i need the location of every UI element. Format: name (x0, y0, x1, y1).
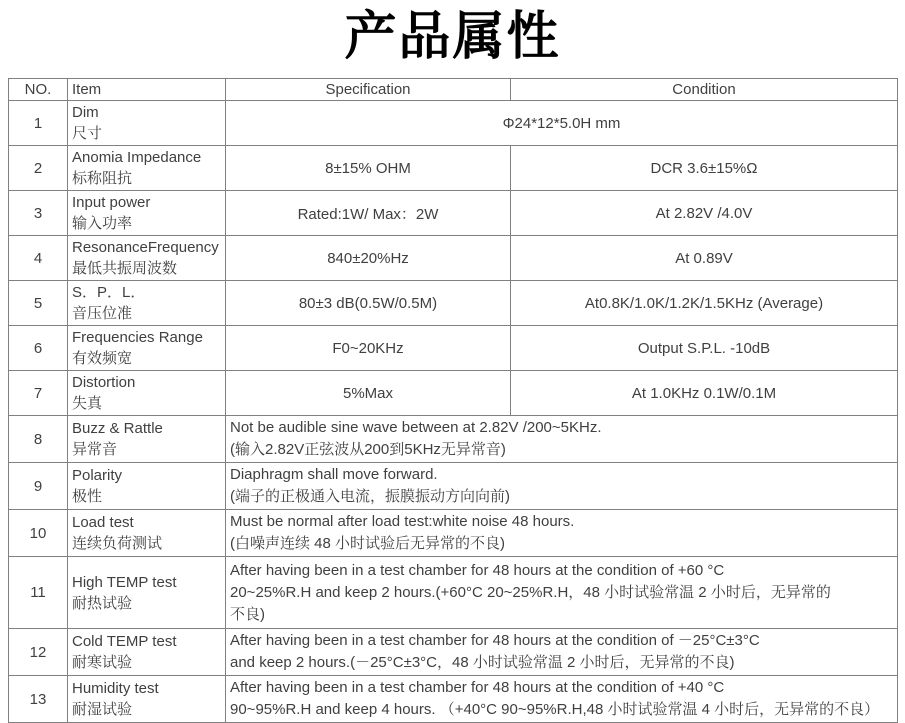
header-spec: Specification (226, 79, 511, 101)
table-row (9, 101, 898, 146)
table-header-row (9, 79, 898, 101)
spec-line-1: Must be normal after load test:white noise 48 hours. (230, 513, 575, 530)
cell-no: 10 (9, 510, 68, 557)
item-zh: 异常音 (72, 441, 118, 458)
item-en: Anomia Impedance (72, 149, 202, 166)
cell-spec-merged (226, 463, 898, 510)
item-en: Buzz & Rattle (72, 420, 163, 437)
item-en: Input power (72, 194, 151, 211)
cell-item (68, 416, 226, 463)
cell-cond: At 0.89V (511, 236, 898, 281)
cell-spec: F0~20KHz (226, 326, 511, 371)
table-row (9, 510, 898, 557)
cell-item (68, 191, 226, 236)
item-zh: 有效频宽 (72, 350, 133, 367)
cell-no: 9 (9, 463, 68, 510)
spec-table (8, 78, 898, 723)
spec-line-1: After having been in a test chamber for 48 hours at the condition of +40 °C (230, 679, 725, 696)
cell-cond: DCR 3.6±15%Ω (511, 146, 898, 191)
item-en: Humidity test (72, 680, 159, 697)
item-en: Load test (72, 514, 134, 531)
cell-item (68, 281, 226, 326)
spec-line-1: After having been in a test chamber for 48 hours at the condition of －25°C±3°C (230, 632, 760, 649)
item-en: ResonanceFrequency (72, 239, 219, 256)
item-zh: 输入功率 (72, 215, 133, 232)
cell-item (68, 146, 226, 191)
cell-cond: At0.8K/1.0K/1.2K/1.5KHz (Average) (511, 281, 898, 326)
table-row (9, 236, 898, 281)
cell-spec: 840±20%Hz (226, 236, 511, 281)
cell-cond: At 1.0KHz 0.1W/0.1M (511, 371, 898, 416)
spec-line-2: (白噪声连续 48 小时试验后无异常的不良) (230, 535, 506, 552)
item-zh: 极性 (72, 488, 103, 505)
spec-line-3: 不良) (230, 605, 265, 623)
cell-no: 1 (9, 101, 68, 146)
cell-no: 8 (9, 416, 68, 463)
cell-spec-merged (226, 510, 898, 557)
cell-item (68, 676, 226, 723)
header-cond: Condition (511, 79, 898, 101)
item-en: Frequencies Range (72, 329, 203, 346)
spec-line-2: and keep 2 hours.(－25°C±3°C，48 小时试验常温 2 小时后，无异常的不良) (230, 654, 735, 671)
cell-no: 7 (9, 371, 68, 416)
cell-spec-full: Φ24*12*5.0H mm (226, 101, 898, 146)
item-zh: 耐寒试验 (72, 654, 133, 671)
table-row (9, 281, 898, 326)
item-en: Distortion (72, 374, 136, 391)
cell-spec-merged (226, 629, 898, 676)
item-en: Polarity (72, 467, 123, 484)
cell-spec: 80±3 dB(0.5W/0.5M) (226, 281, 511, 326)
item-zh: 最低共振周波数 (72, 260, 178, 277)
spec-line-2: (端子的正极通入电流，振膜振动方向向前) (230, 488, 510, 505)
item-en: High TEMP test (72, 573, 177, 591)
item-zh: 连续负荷测试 (72, 535, 163, 552)
cell-spec-merged (226, 676, 898, 723)
table-row (9, 629, 898, 676)
cell-spec: 5%Max (226, 371, 511, 416)
item-zh: 失真 (72, 395, 103, 412)
item-zh: 尺寸 (72, 125, 103, 142)
spec-line-1: After having been in a test chamber for 48 hours at the condition of +60 °C (230, 561, 725, 579)
spec-line-1: Not be audible sine wave between at 2.82V /200~5KHz. (230, 419, 602, 436)
cell-no: 3 (9, 191, 68, 236)
item-zh: 耐湿试验 (72, 701, 133, 718)
cell-no: 2 (9, 146, 68, 191)
spec-line-2: 20~25%R.H and keep 2 hours.(+60°C 20~25%R.H，48 小时试验常温 2 小时后，无异常的 (230, 583, 831, 601)
cell-no: 4 (9, 236, 68, 281)
item-zh: 耐热试验 (72, 594, 133, 612)
cell-spec: Rated:1W/ Max：2W (226, 191, 511, 236)
cell-item (68, 510, 226, 557)
table-row (9, 371, 898, 416)
cell-item (68, 371, 226, 416)
table-row (9, 676, 898, 723)
cell-item (68, 326, 226, 371)
table-row (9, 326, 898, 371)
spec-line-2: (输入2.82V正弦波从200到5KHz无异常音) (230, 441, 506, 458)
page-title: 产品属性 (344, 8, 561, 66)
cell-item (68, 236, 226, 281)
cell-no: 12 (9, 629, 68, 676)
cell-item (68, 463, 226, 510)
cell-cond: At 2.82V /4.0V (511, 191, 898, 236)
cell-no: 5 (9, 281, 68, 326)
item-zh: 标称阻抗 (72, 170, 133, 187)
item-en: Dim (72, 104, 99, 121)
cell-cond: Output S.P.L. -10dB (511, 326, 898, 371)
cell-spec: 8±15% OHM (226, 146, 511, 191)
header-no: NO. (9, 79, 68, 101)
spec-line-1: Diaphragm shall move forward. (230, 466, 438, 483)
cell-no: 11 (9, 557, 68, 629)
item-zh: 音压位准 (72, 305, 133, 322)
item-en: Cold TEMP test (72, 633, 177, 650)
cell-item (68, 629, 226, 676)
table-row (9, 557, 898, 629)
table-row (9, 416, 898, 463)
table-row (9, 463, 898, 510)
table-row (9, 146, 898, 191)
cell-no: 6 (9, 326, 68, 371)
header-item: Item (68, 79, 226, 101)
spec-line-2: 90~95%R.H and keep 4 hours. （+40°C 90~95%R.H,48 小时试验常温 4 小时后，无异常的不良） (230, 701, 880, 718)
cell-spec-merged (226, 557, 898, 629)
cell-item (68, 557, 226, 629)
cell-item (68, 101, 226, 146)
cell-no: 13 (9, 676, 68, 723)
item-en: S．P．L． (72, 284, 146, 301)
cell-spec-merged (226, 416, 898, 463)
table-row (9, 191, 898, 236)
